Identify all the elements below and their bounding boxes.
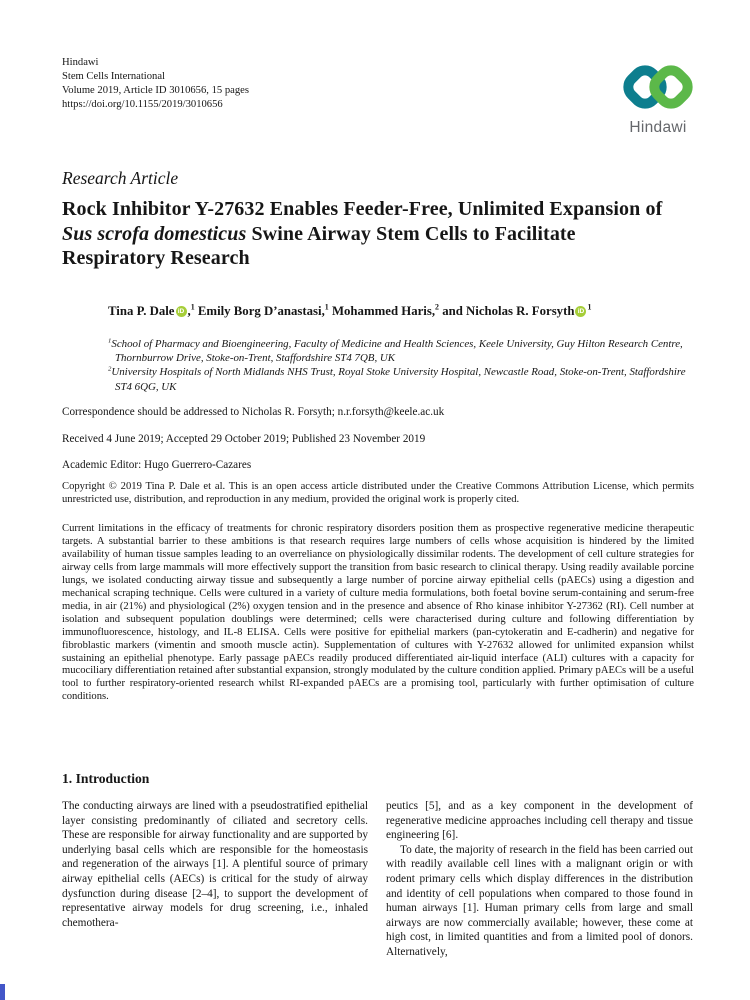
orcid-icon[interactable]: iD xyxy=(176,306,187,317)
intro-column-right xyxy=(386,799,693,960)
affiliation-2-sup: 2 xyxy=(108,365,112,373)
page-edge-marker xyxy=(0,984,5,1000)
journal-name: Stem Cells International xyxy=(62,71,165,82)
affiliation-1 xyxy=(108,337,700,365)
orcid-icon[interactable]: iD xyxy=(575,306,586,317)
author-1: Tina P. Dale xyxy=(108,304,175,318)
volume-info: Volume 2019, Article ID 3010656, 15 pages xyxy=(62,85,249,96)
academic-editor-line: Academic Editor: Hugo Guerrero-Cazares xyxy=(62,459,252,471)
author-4: and Nicholas R. Forsyth xyxy=(439,304,575,318)
author-2: Emily Borg D’anastasi, xyxy=(194,304,325,318)
affiliation-2-text: University Hospitals of North Midlands NHS Trust, Royal Stoke University Hospital, Newcastle Road, Stoke-on-Trent, Staffordshire ST4 6QG, UK xyxy=(111,366,686,393)
affiliation-2 xyxy=(108,365,700,393)
doi-link[interactable]: https://doi.org/10.1155/2019/3010656 xyxy=(62,99,223,110)
section-heading-introduction: 1. Introduction xyxy=(62,771,150,786)
intro-paragraph-2: To date, the majority of research in the field has been carried out with readily available cell lines with a malignant origin or with rodent primary cells which display differences in the distribution and identity of cell populations when compared to those found in human airways [1]. Human primary cells from large and small airways are now commercially available; however, these come at high cost, in limited quantities and from a limited pool of donors. Alternatively, xyxy=(386,843,693,958)
title-text-post: Swine Airway Stem Cells to Facilitate Respiratory Research xyxy=(62,222,576,269)
publisher-name: Hindawi xyxy=(62,57,99,68)
affiliation-1-sup: 1 xyxy=(108,337,112,345)
abstract-text: Current limitations in the efficacy of treatments for chronic respiratory disorders position them as prospective regenerative medicine therapeutic targets. A substantial barrier to these ambitions is that research requires large numbers of cells whose acquisition is hindered by the limited availability of human tissue samples leading to an overreliance on physiologically dissimilar rodents. The development of cell culture strategies for airway cells from large mammals will more effectively support the transition from basic research to clinical therapy. Using readily available porcine lungs, we isolated conducting airway tissue and subsequently a large number of porcine airway epithelial cells (pAECs) using a digestion and mechanical scraping technique. Cells were cultured in a variety of culture media formulations, both foetal bovine serum-containing and serum-free media, in air (21%) and physiological (2%) oxygen tension and in the presence and absence of Rho kinase inhibitor Y-27362 (RI). Cell number at isolation and subsequent population doublings were determined; cells were characterised during culture and following differentiation by immunofluorescence, histology, and IL-8 ELISA. Cells were positive for epithelial markers (pan-cytokeratin and E-cadherin) and negative for fibroblastic markers (vimentin and smooth muscle actin). Supplementation of cultures with Y-27632 allowed for unlimited expansion whilst sustaining an epithelial phenotype. Early passage pAECs readily produced differentiated air-liquid interface (ALI) cultures with a capacity for mucociliary differentiation retained after substantial expansion, strongly modulated by the culture condition applied. Primary pAECs will be a useful tool to further respiratory-oriented research whilst RI-expanded pAECs are a promising tool, particularly with further optimisation of culture conditions. xyxy=(62,523,694,703)
correspondence-text: Correspondence should be addressed to Nicholas R. Forsyth; xyxy=(62,406,338,418)
article-type-label: Research Article xyxy=(62,168,179,188)
article-title xyxy=(62,197,674,271)
copyright-notice: Copyright © 2019 Tina P. Dale et al. This is an open access article distributed under the Creative Commons Attribution License, which permits unrestricted use, distribution, and reproduction in any medium, provided the original work is properly cited. xyxy=(62,481,694,506)
journal-header xyxy=(62,56,249,112)
author-3: Mohammed Haris, xyxy=(328,304,436,318)
hindawi-logo-icon xyxy=(614,58,702,116)
hindawi-wordmark: Hindawi xyxy=(629,119,687,136)
author-1-sep: , xyxy=(187,304,191,318)
intro-column-left xyxy=(62,799,368,930)
author-3-affil-sup: 2 xyxy=(435,302,439,312)
title-species-italic: Sus scrofa domesticus xyxy=(62,222,247,245)
intro-paragraph-1-continued: peutics [5], and as a key component in the development of regenerative medicine approaches including cell therapy and tissue engineering [6]. xyxy=(386,800,693,842)
intro-paragraph-1: The conducting airways are lined with a pseudostratified epithelial layer consisting predominantly of ciliated and secretory cells. These are responsible for airway functionality and are supported by underlying basal cells which are responsible for the homeostasis and regeneration of the airways [1]. A plentiful source of primary airway epithelial cells (AECs) is critical for the study of airway dysfunction during disease [2–4], to support the development of representative airway models for drug screening, i.e., inhaled chemothera- xyxy=(62,800,368,929)
authors-line xyxy=(108,304,698,319)
hindawi-logo xyxy=(608,58,708,137)
affiliation-1-text: School of Pharmacy and Bioengineering, Faculty of Medicine and Health Sciences, Keele University, Guy Hilton Research Centre, Thornburrow Drive, Stoke-on-Trent, Staffordshire ST4 7QB, UK xyxy=(111,338,683,365)
author-2-affil-sup: 1 xyxy=(324,302,329,312)
correspondence-email[interactable]: n.r.forsyth@keele.ac.uk xyxy=(337,406,445,418)
correspondence-line xyxy=(62,406,444,418)
dates-line: Received 4 June 2019; Accepted 29 October 2019; Published 23 November 2019 xyxy=(62,433,426,445)
author-1-affil-sup: 1 xyxy=(190,302,195,312)
author-4-affil-sup: 1 xyxy=(587,302,592,312)
affiliations-block xyxy=(108,337,700,394)
title-text-pre: Rock Inhibitor Y-27632 Enables Feeder-Free, Unlimited Expansion of xyxy=(62,198,663,220)
